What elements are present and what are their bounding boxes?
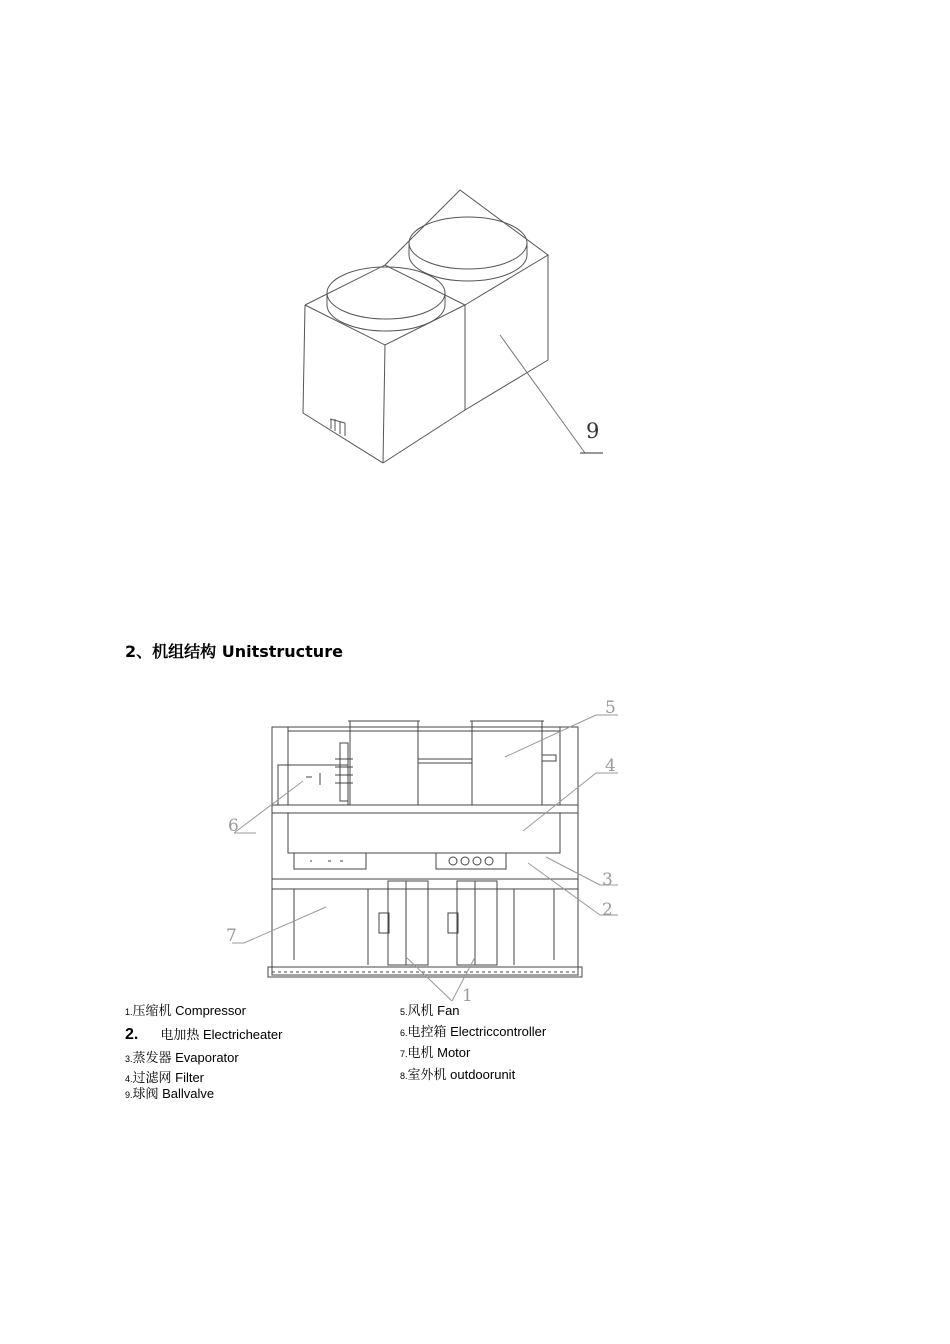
isometric-unit-drawing — [290, 185, 620, 475]
callout-4: 4 — [605, 756, 616, 776]
legend-item-electric-heater: 2. 电加热 Electricheater — [125, 1026, 283, 1043]
callout-6: 6 — [228, 816, 239, 836]
legend-item-ball-valve: 9.球阀 Ballvalve — [125, 1086, 215, 1101]
callout-3: 3 — [602, 870, 613, 890]
callout-1: 1 — [462, 986, 473, 1005]
section-heading: 2、机组结构 Unitstructure — [125, 642, 343, 661]
legend-item-motor: 7.电机 Motor — [400, 1045, 471, 1060]
legend-item-fan: 5.风机 Fan — [400, 1003, 460, 1018]
callout-9: 9 — [586, 419, 600, 443]
callout-5: 5 — [605, 698, 616, 718]
front-view-drawing — [220, 695, 640, 1005]
legend-item-compressor: 1.压缩机 Compressor — [125, 1003, 246, 1018]
callout-2: 2 — [602, 900, 613, 920]
legend-item-electric-controller: 6.电控箱 Electriccontroller — [400, 1024, 547, 1039]
legend-item-evaporator: 3.蒸发器 Evaporator — [125, 1050, 239, 1065]
callout-7: 7 — [226, 926, 237, 946]
legend-item-filter: 4.过滤网 Filter — [125, 1070, 205, 1085]
legend-item-outdoor-unit: 8.室外机 outdoorunit — [400, 1067, 516, 1082]
